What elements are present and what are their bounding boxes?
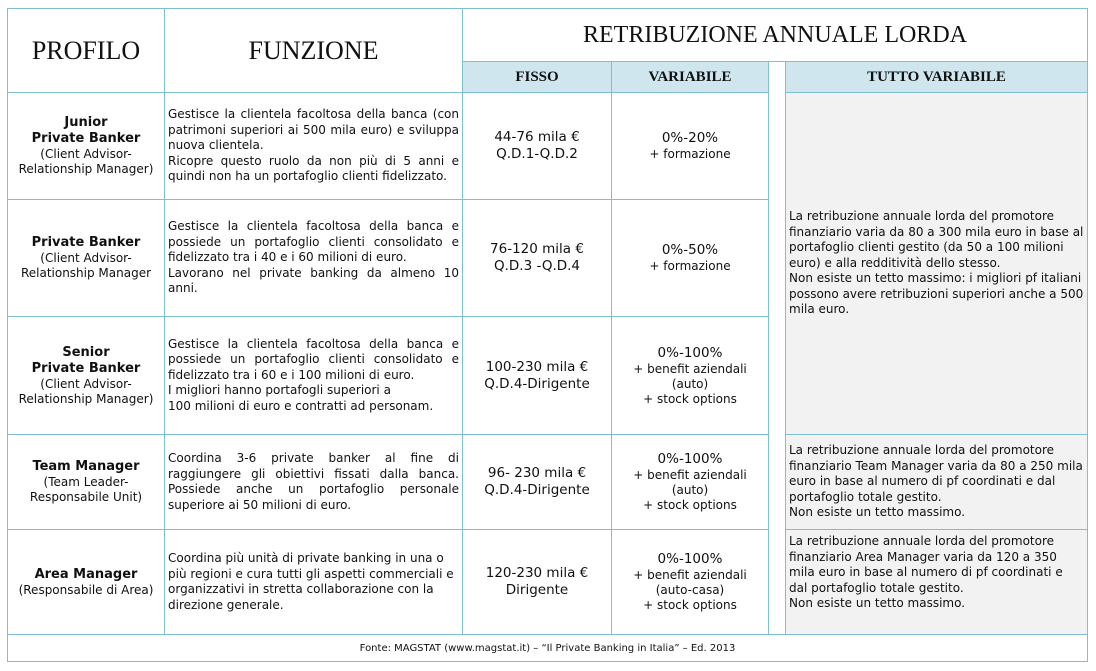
variable-pay-range: 0%-50% — [661, 242, 719, 258]
fixed-pay-range: 120-230 mila € — [485, 565, 589, 581]
fixed-pay-range: 44-76 mila € — [494, 129, 580, 145]
variable-pay-extra: + benefit aziendali — [633, 468, 747, 482]
all-variable-text: Non esiste un tetto massimo: i migliori pf italiani possono avere retribuzioni superiori anche a 500 mila euro. — [789, 271, 1084, 317]
source-footer: Fonte: MAGSTAT (www.magstat.it) – “Il Private Banking in Italia” – Ed. 2013 — [8, 635, 1088, 662]
profile-name: Private Banker — [31, 235, 141, 250]
profile-name: Private Banker — [31, 131, 141, 146]
variable-pay-extra: + benefit aziendali — [633, 361, 747, 376]
header-retribuzione: RETRIBUZIONE ANNUALE LORDA — [463, 9, 1088, 62]
profile-subtitle: (Client Advisor- — [40, 147, 132, 161]
fixed-pay-grade: Q.D.4-Dirigente — [484, 482, 590, 498]
profile-subtitle: Relationship Manager) — [18, 391, 154, 406]
fixed-pay-cell — [463, 200, 612, 317]
header-variabile: VARIABILE — [612, 62, 769, 93]
all-variable-text: Non esiste un tetto massimo. — [789, 596, 966, 610]
salary-table — [7, 8, 1088, 662]
header-profilo: PROFILO — [8, 9, 165, 93]
fixed-pay-cell — [463, 435, 612, 530]
profile-cell — [8, 530, 165, 635]
profile-subtitle: (Client Advisor- — [40, 376, 132, 391]
profile-subtitle: Responsabile Unit) — [29, 490, 143, 504]
all-variable-cell — [786, 93, 1088, 435]
column-separator — [769, 62, 786, 635]
profile-name: Private Banker — [31, 360, 141, 376]
function-cell — [165, 435, 463, 530]
profile-cell — [8, 200, 165, 317]
all-variable-cell — [786, 530, 1088, 635]
function-cell — [165, 200, 463, 317]
all-variable-text: La retribuzione annuale lorda del promotore finanziario varia da 80 a 300 mila euro in base al portafoglio clienti gestito (da 50 a 100 milioni euro) e alla redditività dello stesso. — [789, 209, 1084, 270]
function-text: Lavorano nel private banking da almeno 10 anni. — [168, 265, 459, 296]
function-cell — [165, 530, 463, 635]
variable-pay-extra: + formazione — [649, 147, 731, 161]
profile-subtitle: (Client Advisor- — [40, 251, 132, 265]
variable-pay-extra: + formazione — [649, 259, 731, 273]
fixed-pay-cell — [463, 93, 612, 200]
variable-pay-extra: (auto) — [671, 376, 709, 391]
fixed-pay-grade: Dirigente — [505, 582, 569, 598]
variable-pay-cell — [612, 317, 769, 435]
function-text: Ricopre questo ruolo da non più di 5 anni e quindi non ha un portafoglio clienti fidelizzato. — [168, 153, 459, 184]
profile-name: Team Manager — [32, 459, 140, 474]
profile-cell — [8, 93, 165, 200]
variable-pay-range: 0%-100% — [657, 344, 723, 361]
variable-pay-cell — [612, 200, 769, 317]
all-variable-text: La retribuzione annuale lorda del promotore finanziario Team Manager varia da 80 a 250 mila euro in base al numero di pf coordinati e dal portafoglio totale gestito. — [789, 443, 1083, 504]
function-text: 100 milioni di euro e contratti ad personam. — [168, 398, 434, 413]
profile-subtitle: (Team Leader- — [43, 475, 129, 489]
profile-subtitle: Relationship Manager) — [18, 162, 154, 176]
function-text: I migliori hanno portafogli superiori a — [168, 383, 391, 398]
variable-pay-cell — [612, 93, 769, 200]
profile-cell — [8, 435, 165, 530]
table-row — [8, 530, 1088, 635]
all-variable-text: La retribuzione annuale lorda del promotore finanziario Area Manager varia da 120 a 350 mila euro in base al numero di pf coordinati e dal portafoglio totale gestito. — [789, 534, 1063, 595]
variable-pay-range: 0%-20% — [661, 130, 719, 146]
profile-subtitle: (Responsabile di Area) — [18, 582, 154, 597]
function-text: Coordina più unità di private banking in una o più regioni e cura tutti gli aspetti commerciali e organizzativi in stretta collaborazione con la direzione generale. — [168, 551, 454, 612]
function-text: Gestisce la clientela facoltosa della banca e possiede un portafoglio clienti consolidato e fidelizzato tra i 60 e i 100 milioni di euro. — [168, 336, 459, 382]
function-text: Coordina 3-6 private banker al fine di raggiungere gli obiettivi fissati dalla banca. Possiede anche un portafoglio personale superiore ai 50 milioni di euro. — [168, 451, 459, 512]
variable-pay-extra: + stock options — [643, 498, 737, 512]
header-tutto-variabile: TUTTO VARIABILE — [786, 62, 1088, 93]
all-variable-text: Non esiste un tetto massimo. — [789, 505, 966, 520]
table-row — [8, 435, 1088, 530]
fixed-pay-grade: Q.D.3 -Q.D.4 — [493, 258, 581, 274]
fixed-pay-cell — [463, 530, 612, 635]
function-cell — [165, 317, 463, 435]
variable-pay-range: 0%-100% — [657, 551, 723, 567]
profile-name: Area Manager — [34, 566, 138, 582]
variable-pay-extra: + benefit aziendali — [633, 568, 747, 582]
fixed-pay-range: 76-120 mila € — [490, 241, 584, 257]
profile-subtitle: Relationship Manager — [20, 266, 152, 280]
profile-name: Junior — [64, 115, 108, 130]
fixed-pay-grade: Q.D.4-Dirigente — [484, 375, 590, 392]
header-fisso: FISSO — [463, 62, 612, 93]
header-funzione: FUNZIONE — [165, 9, 463, 93]
fixed-pay-range: 100-230 mila € — [485, 358, 589, 375]
variable-pay-extra: + stock options — [643, 598, 737, 612]
function-text: Gestisce la clientela facoltosa della banca (con patrimoni superiori ai 500 mila euro) e sviluppa nuova clientela. — [168, 107, 459, 153]
variable-pay-extra: (auto-casa) — [655, 583, 725, 597]
table-row — [8, 93, 1088, 200]
variable-pay-cell — [612, 530, 769, 635]
all-variable-cell — [786, 435, 1088, 530]
fixed-pay-grade: Q.D.1-Q.D.2 — [496, 146, 578, 162]
variable-pay-extra: + stock options — [643, 391, 737, 406]
variable-pay-extra: (auto) — [671, 483, 709, 497]
variable-pay-range: 0%-100% — [657, 451, 723, 467]
profile-cell — [8, 317, 165, 435]
profile-name: Senior — [62, 344, 110, 360]
variable-pay-cell — [612, 435, 769, 530]
function-cell — [165, 93, 463, 200]
fixed-pay-cell — [463, 317, 612, 435]
fixed-pay-range: 96- 230 mila € — [487, 465, 587, 481]
function-text: Gestisce la clientela facoltosa della banca e possiede un portafoglio clienti consolidato e fidelizzato tra i 40 e i 60 milioni di euro. — [168, 219, 459, 265]
